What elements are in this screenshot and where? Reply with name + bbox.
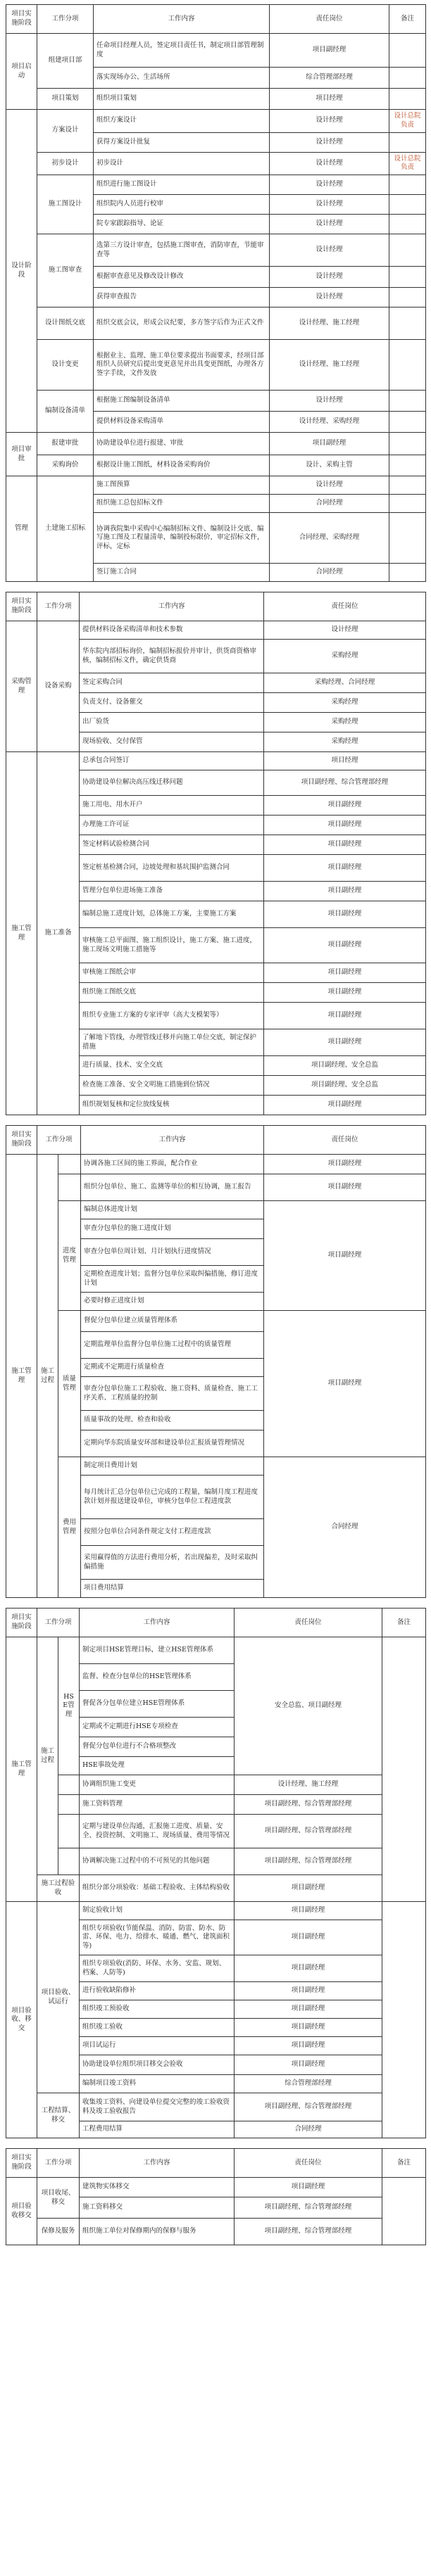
content-cell: 督促分包单位进行不合格项整改 <box>80 1737 235 1757</box>
header-stage: 项目实施阶段 <box>6 5 37 34</box>
header-note: 备注 <box>389 5 426 34</box>
stage-cell: 施工管理 <box>6 1155 37 1598</box>
subitem-cell: 工程结算、移交 <box>37 2093 80 2138</box>
table-row <box>6 234 426 267</box>
content-cell: 施工用电、用水开户 <box>80 796 264 816</box>
content-cell: 进行验收缺陷修补 <box>80 1982 235 2000</box>
subitem-cell: 施工过程验收 <box>37 1875 80 1902</box>
responsibility-table-2 <box>6 592 426 1115</box>
role-cell: 项目副经理、综合管理部经理 <box>235 2219 382 2245</box>
content-cell: 组织施工单位对保修期内的保修与服务 <box>80 2219 235 2245</box>
role-cell: 项目副经理 <box>235 2055 382 2075</box>
content-cell: 签定采购合同 <box>80 673 264 693</box>
role-cell: 项目副经理 <box>264 983 426 1003</box>
table-row <box>6 1201 426 1219</box>
role-cell: 合同经理 <box>270 495 389 513</box>
stage-cell: 项目验收移交 <box>6 2178 37 2245</box>
content-cell: 任命项目经理人员，签定项目责任书，制定项目部管理制度 <box>94 34 270 68</box>
responsibility-table-5 <box>6 2148 426 2245</box>
content-cell: 审查分包单位周计划、月计划执行进度情况 <box>81 1239 264 1266</box>
table-row <box>6 89 426 110</box>
role-cell: 设计经理、施工经理 <box>235 1775 382 1795</box>
content-cell: 每月统计汇总分包单位已完成的工程量，编制月度工程进度款计划并报送建设单位，审核分包单位工程进度款 <box>81 1476 264 1519</box>
role-cell: 项目副经理 <box>235 1875 382 1902</box>
subitem-cell: 设计变更 <box>37 340 94 391</box>
role-cell: 设计经理 <box>270 175 389 195</box>
role-cell: 项目副经理、安全总监 <box>264 1076 426 1096</box>
subitem-cell: 编制设备清单 <box>37 391 94 433</box>
table-row <box>6 152 426 175</box>
role-cell: 项目副经理 <box>264 1174 426 1201</box>
role-cell: 设计经理 <box>270 215 389 234</box>
content-cell: HSE事故处理 <box>80 1757 235 1775</box>
content-cell: 施工图预算 <box>94 476 270 495</box>
header-content: 工作内容 <box>80 592 264 621</box>
role-cell: 综合管理部经理 <box>235 2075 382 2093</box>
note-cell <box>389 68 426 89</box>
content-cell: 签定桩基检测合同，边坡处理和基坑围护监测合同 <box>80 855 264 882</box>
content-cell: 协调各施工区间的施工界面，配合作业 <box>81 1155 264 1174</box>
table-row <box>6 1775 426 1795</box>
role-cell: 设计经理 <box>270 152 389 175</box>
subitem2-cell <box>58 1174 81 1201</box>
content-cell: 督促分包单位建立质量管理体系 <box>81 1311 264 1332</box>
content-cell: 检查施工准备、安全文明施工措施到位情况 <box>80 1076 264 1096</box>
note-cell: 设计总院负责 <box>389 152 426 175</box>
role-cell: 设计经理 <box>270 391 389 412</box>
table-row <box>6 1902 426 1920</box>
subitem-cell: 方案设计 <box>37 110 94 153</box>
table-row <box>6 2219 426 2245</box>
content-cell: 获得审查报告 <box>94 288 270 307</box>
table-row <box>6 1155 426 1174</box>
note-cell <box>389 307 426 340</box>
content-cell: 根据设计施工图纸，材料设备采购询价 <box>94 455 270 476</box>
content-cell: 审查分包单位施工工程验收、施工资料、质量检查、施工工序关系、工程质量的控制 <box>81 1377 264 1411</box>
role-cell: 项目副经理、综合管理部经理 <box>235 1795 382 1815</box>
role-cell: 项目副经理 <box>264 901 426 928</box>
content-cell: 根据业主、监理、施工单位要求提出书面要求，经项目部组织人员研究后提出变更意见并出具变更图纸，办理各方签字手续，文件发放 <box>94 340 270 391</box>
content-cell: 质量事故的处理、检查和验收 <box>81 1411 264 1430</box>
content-cell: 制定验收计划 <box>80 1902 235 1920</box>
subitem2-cell <box>58 1795 80 1815</box>
content-cell: 现场验收、交付保管 <box>80 732 264 752</box>
content-cell: 组织专业施工方案的专家评审（高大支模架等） <box>80 1003 264 1029</box>
subitem-cell: 施工过程 <box>37 1155 58 1598</box>
content-cell: 定期检查进度计划；监督分包单位采取纠偏措施，修订进度计划 <box>81 1266 264 1293</box>
role-cell: 设计经理 <box>270 476 389 495</box>
role-cell: 项目副经理、安全总监 <box>264 1056 426 1076</box>
header-role: 责任岗位 <box>235 2149 382 2178</box>
content-cell: 定期向华东院质量安环部和建设单位汇报质量管理情况 <box>81 1430 264 1457</box>
subitem-cell: 设备采购 <box>37 621 80 752</box>
role-cell: 综合管理部经理 <box>270 68 389 89</box>
subitem2-cell <box>58 1848 80 1875</box>
stage-cell: 项目启动 <box>6 34 37 110</box>
role-cell: 设计经理 <box>270 288 389 307</box>
content-cell: 审核施工图纸会审 <box>80 963 264 983</box>
content-cell: 组织施工图纸交底 <box>80 983 264 1003</box>
note-cell <box>389 433 426 455</box>
role-cell: 项目副经理 <box>264 816 426 835</box>
role-cell: 合同经理 <box>235 2121 382 2138</box>
table-row <box>6 2093 426 2121</box>
content-cell: 组织竣工预验收 <box>80 2000 235 2019</box>
table-row <box>6 1457 426 1476</box>
note-cell <box>389 564 426 582</box>
note-cell <box>389 34 426 68</box>
role-cell: 采购经理 <box>264 693 426 713</box>
content-cell: 组织专项验收(消防、环保、水务、安监、规划、档案、人防等) <box>80 1955 235 1982</box>
table-row <box>6 455 426 476</box>
content-cell: 提供材料设备采购清单 <box>94 412 270 433</box>
table-row <box>6 433 426 455</box>
subitem2-cell <box>58 1815 80 1848</box>
subitem-cell: 施工准备 <box>37 752 80 1115</box>
subitem-cell: 报建审批 <box>37 433 94 455</box>
content-cell: 编制总施工进度计划，总体施工方案，主要施工方案 <box>80 901 264 928</box>
content-cell: 协助建设单位解决高压线迁移问题 <box>80 770 264 796</box>
note-cell <box>389 513 426 564</box>
table-row <box>6 1795 426 1815</box>
note-cell <box>382 2178 426 2245</box>
table-row <box>6 110 426 133</box>
role-cell: 项目副经理 <box>235 1982 382 2000</box>
content-cell: 项目试运行 <box>80 2037 235 2055</box>
content-cell: 审查分包单位的施工进度计划 <box>81 1219 264 1239</box>
table-row <box>6 1174 426 1201</box>
responsibility-table-4 <box>6 1608 426 2138</box>
table-header-row <box>6 5 426 34</box>
table-header-row <box>6 592 426 621</box>
note-cell <box>389 476 426 495</box>
content-cell: 进行质量、技术、安全交底 <box>80 1056 264 1076</box>
header-content: 工作内容 <box>81 1126 264 1155</box>
note-cell <box>382 1902 426 2138</box>
stage-cell: 管理 <box>6 476 37 582</box>
role-cell: 项目经理 <box>270 89 389 110</box>
content-cell: 组织竣工验收 <box>80 2019 235 2037</box>
content-cell: 组织规划复核和定位放线复核 <box>80 1096 264 1115</box>
content-cell: 提供材料设备采购清单和技术参数 <box>80 621 264 640</box>
subitem2-cell: 进度管理 <box>58 1201 81 1311</box>
role-cell: 项目副经理 <box>264 963 426 983</box>
role-cell: 设计、采购主管 <box>270 455 389 476</box>
content-cell: 收集竣工资料、向建设单位提交完整的竣工验收资料及竣工验收报告 <box>80 2093 235 2121</box>
content-cell: 项目费用结算 <box>81 1580 264 1598</box>
responsibility-table-1 <box>6 4 426 582</box>
role-cell: 项目副经理、综合管理部经理 <box>235 2093 382 2121</box>
subitem-cell: 施工图设计 <box>37 175 94 234</box>
header-role: 责任岗位 <box>264 1126 426 1155</box>
table-row <box>6 1875 426 1902</box>
role-cell: 项目副经理 <box>235 2019 382 2037</box>
note-cell <box>389 234 426 267</box>
subitem-cell: 设计图纸交底 <box>37 307 94 340</box>
table-row <box>6 391 426 412</box>
note-cell <box>389 391 426 412</box>
role-cell: 项目副经理 <box>264 1003 426 1029</box>
table-row <box>6 621 426 640</box>
role-cell: 项目副经理 <box>235 1955 382 1982</box>
note-cell <box>389 195 426 215</box>
note-cell <box>389 495 426 513</box>
role-cell: 项目副经理 <box>264 928 426 963</box>
table-row <box>6 1637 426 1664</box>
content-cell: 初步设计 <box>94 152 270 175</box>
content-cell: 编制项目竣工资料 <box>80 2075 235 2093</box>
note-cell <box>382 1637 426 1902</box>
role-cell: 项目副经理 <box>264 855 426 882</box>
header-subitem: 工作分项 <box>37 1609 80 1637</box>
role-cell: 项目副经理、综合管理部经理 <box>235 1848 382 1875</box>
content-cell: 组织施工总包招标文件 <box>94 495 270 513</box>
stage-cell: 施工管理 <box>6 752 37 1115</box>
subitem2-cell: 费用管理 <box>58 1457 81 1598</box>
table-row <box>6 476 426 495</box>
header-subitem: 工作分项 <box>37 2149 80 2178</box>
stage-cell: 项目审批 <box>6 433 37 476</box>
note-cell <box>389 455 426 476</box>
role-cell: 项目副经理、综合管理部经理 <box>235 1815 382 1848</box>
subitem2-cell: HSE管理 <box>58 1637 80 1775</box>
note-cell <box>389 412 426 433</box>
role-cell: 设计经理 <box>270 132 389 152</box>
note-cell <box>389 340 426 391</box>
role-cell: 项目副经理 <box>235 2037 382 2055</box>
subitem-cell: 施工过程 <box>37 1637 58 1875</box>
stage-cell: 采购管理 <box>6 621 37 752</box>
content-cell: 组织交底会议，形成会议纪要，多方签字后作为正式文件 <box>94 307 270 340</box>
role-cell: 设计经理 <box>270 267 389 288</box>
stage-cell: 项目验收、移交 <box>6 1902 37 2138</box>
content-cell: 必要时修正进度计划 <box>81 1293 264 1311</box>
table-row <box>6 175 426 195</box>
table-row <box>6 340 426 391</box>
note-cell <box>389 132 426 152</box>
content-cell: 组织专项验收(节能保温、消防、防雷、防水、防雷、环保、电力、给排水、暖通、燃气、建筑面积等) <box>80 1920 235 1955</box>
role-cell: 项目副经理 <box>264 796 426 816</box>
header-stage: 项目实施阶段 <box>6 1609 37 1637</box>
role-cell: 设计经理、施工经理 <box>270 307 389 340</box>
content-cell: 签定材料试验检测合同 <box>80 835 264 855</box>
role-cell: 采购经理 <box>264 713 426 732</box>
subitem-cell: 项目收尾、移交 <box>37 2178 80 2219</box>
table-row <box>6 1848 426 1875</box>
table-row <box>6 1815 426 1848</box>
header-content: 工作内容 <box>94 5 270 34</box>
subitem-cell: 采购询价 <box>37 455 94 476</box>
role-cell: 合同经理、采购经理 <box>270 513 389 564</box>
role-cell: 项目副经理 <box>264 1201 426 1311</box>
role-cell: 合同经理 <box>264 1457 426 1598</box>
content-cell: 院专家跟踪指导、论证 <box>94 215 270 234</box>
role-cell: 采购经理 <box>264 640 426 673</box>
table-header-row <box>6 1609 426 1637</box>
content-cell: 组织方案设计 <box>94 110 270 133</box>
content-cell: 办理施工许可证 <box>80 816 264 835</box>
role-cell: 设计经理 <box>270 234 389 267</box>
content-cell: 管理分包单位进场施工准备 <box>80 882 264 901</box>
content-cell: 组织分部分项验收：基础工程验收、主体结构验收 <box>80 1875 235 1902</box>
role-cell: 项目副经理 <box>235 1902 382 1920</box>
content-cell: 了解地下管线，办理管线迁移并向施工单位交底，制定保护措施 <box>80 1029 264 1056</box>
content-cell: 定期或不定期进行质量检查 <box>81 1359 264 1377</box>
content-cell: 定期与建设单位沟通，汇报施工进度、质量、安全、投资控制、文明施工、现场质量、费用等情况 <box>80 1815 235 1848</box>
content-cell: 协调组织施工变更 <box>80 1775 235 1795</box>
content-cell: 华东院内部招标询价，编制招标报价并审计，供货商资格审核，编制招标文件，确定供货商 <box>80 640 264 673</box>
subitem-cell: 施工图审查 <box>37 234 94 307</box>
role-cell: 设计经理、采购经理 <box>270 412 389 433</box>
subitem2-cell <box>58 1775 80 1795</box>
subitem2-cell: 质量管理 <box>58 1311 81 1457</box>
header-stage: 项目实施阶段 <box>6 592 37 621</box>
subitem2-cell <box>58 1155 81 1174</box>
role-cell: 项目副经理 <box>264 835 426 855</box>
table-row <box>6 307 426 340</box>
content-cell: 根据审查意见及修改设计修改 <box>94 267 270 288</box>
content-cell: 建筑物实体移交 <box>80 2178 235 2197</box>
note-cell <box>389 288 426 307</box>
subitem-cell: 土建施工招标 <box>37 476 94 582</box>
role-cell: 采购经理 <box>264 732 426 752</box>
header-stage: 项目实施阶段 <box>6 1126 37 1155</box>
note-cell: 设计总院负责 <box>389 110 426 133</box>
content-cell: 定期或不定期进行HSE专项检查 <box>80 1718 235 1737</box>
content-cell: 落实现场办公、生活场所 <box>94 68 270 89</box>
subitem-cell: 项目验收、试运行 <box>37 1902 80 2093</box>
stage-cell: 施工管理 <box>6 1637 37 1902</box>
role-cell: 项目副经理 <box>235 2000 382 2019</box>
table-row <box>6 752 426 770</box>
content-cell: 定期监理单位监督分包单位施工过程中的质量管理 <box>81 1332 264 1359</box>
content-cell: 督促各分包单位建立HSE管理体系 <box>80 1691 235 1718</box>
role-cell: 安全总监、项目副经理 <box>235 1637 382 1775</box>
header-role: 责任岗位 <box>270 5 389 34</box>
role-cell: 项目副经理 <box>235 1920 382 1955</box>
stage-cell: 设计阶段 <box>6 110 37 433</box>
content-cell: 制定项目HSE管理目标，建立HSE管理体系 <box>80 1637 235 1664</box>
role-cell: 项目副经理 <box>264 882 426 901</box>
note-cell <box>389 267 426 288</box>
role-cell: 项目副经理、综合管理部经理 <box>235 2197 382 2219</box>
role-cell: 项目副经理 <box>270 34 389 68</box>
header-note: 备注 <box>382 2149 426 2178</box>
note-cell <box>389 89 426 110</box>
header-subitem: 工作分项 <box>37 592 80 621</box>
content-cell: 施工资料管理 <box>80 1795 235 1815</box>
content-cell: 协调我院集中采购中心编制招标文件、编制设计交底、编写施工图及工程量清单，编制投标限价，审定招标文件，评标，定标 <box>94 513 270 564</box>
table-header-row <box>6 1126 426 1155</box>
header-note: 备注 <box>382 1609 426 1637</box>
content-cell: 采用赢得值的方法进行费用分析，若出现偏差，及时采取纠偏措施 <box>81 1546 264 1580</box>
content-cell: 工程费用结算 <box>80 2121 235 2138</box>
content-cell: 组织院内人员进行校审 <box>94 195 270 215</box>
note-cell <box>389 215 426 234</box>
role-cell: 合同经理 <box>270 564 389 582</box>
role-cell: 项目副经理 <box>270 433 389 455</box>
content-cell: 监督、检查分包单位的HSE管理体系 <box>80 1664 235 1691</box>
content-cell: 获得方案设计批复 <box>94 132 270 152</box>
content-cell: 制定项目费用计划 <box>81 1457 264 1476</box>
content-cell: 负责支付、设备催交 <box>80 693 264 713</box>
role-cell: 项目副经理 <box>264 1029 426 1056</box>
content-cell: 组织分包单位、施工、监测等单位的相互协调，施工报告 <box>81 1174 264 1201</box>
content-cell: 组织进行施工图设计 <box>94 175 270 195</box>
role-cell: 设计经理、施工经理 <box>270 340 389 391</box>
content-cell: 按照分包单位合同条件规定支付工程进度款 <box>81 1519 264 1546</box>
note-cell <box>389 175 426 195</box>
content-cell: 组织项目策划 <box>94 89 270 110</box>
role-cell: 项目副经理 <box>264 1155 426 1174</box>
subitem-cell: 项目策划 <box>37 89 94 110</box>
subitem-cell: 保修及服务 <box>37 2219 80 2245</box>
content-cell: 出厂验货 <box>80 713 264 732</box>
content-cell: 协调解决施工过程中的不可预见的其他问题 <box>80 1848 235 1875</box>
content-cell: 施工资料移交 <box>80 2197 235 2219</box>
header-subitem: 工作分项 <box>37 5 94 34</box>
header-role: 责任岗位 <box>235 1609 382 1637</box>
content-cell: 协助建设单位进行报建、审批 <box>94 433 270 455</box>
role-cell: 项目副经理 <box>235 2178 382 2197</box>
role-cell: 项目副经理、综合管理部经理 <box>264 770 426 796</box>
role-cell: 项目副经理 <box>264 1311 426 1457</box>
responsibility-table-3 <box>6 1125 426 1598</box>
role-cell: 采购经理、合同经理 <box>264 673 426 693</box>
header-content: 工作内容 <box>80 2149 235 2178</box>
content-cell: 根据施工图编制设备清单 <box>94 391 270 412</box>
table-row <box>6 34 426 68</box>
content-cell: 总承包合同签订 <box>80 752 264 770</box>
role-cell: 设计经理 <box>270 110 389 133</box>
subitem-cell: 初步设计 <box>37 152 94 175</box>
role-cell: 项目经理 <box>264 752 426 770</box>
header-content: 工作内容 <box>80 1609 235 1637</box>
header-role: 责任岗位 <box>264 592 426 621</box>
table-row <box>6 2178 426 2197</box>
subitem-cell: 组建项目部 <box>37 34 94 89</box>
role-cell: 设计经理 <box>270 195 389 215</box>
header-subitem: 工作分项 <box>37 1126 81 1155</box>
content-cell: 选第三方设计审查，包括施工图审查，消防审查，节能审查等 <box>94 234 270 267</box>
role-cell: 项目副经理 <box>264 1096 426 1115</box>
table-row <box>6 1311 426 1332</box>
content-cell: 编制总体进度计划 <box>81 1201 264 1219</box>
content-cell: 协助建设单位组织项目移交会验收 <box>80 2055 235 2075</box>
header-stage: 项目实施阶段 <box>6 2149 37 2178</box>
table-header-row <box>6 2149 426 2178</box>
content-cell: 签订施工合同 <box>94 564 270 582</box>
content-cell: 审核施工总平面图、施工组织设计，施工方案、施工进度，施工现场文明施工措施等 <box>80 928 264 963</box>
role-cell: 设计经理 <box>264 621 426 640</box>
